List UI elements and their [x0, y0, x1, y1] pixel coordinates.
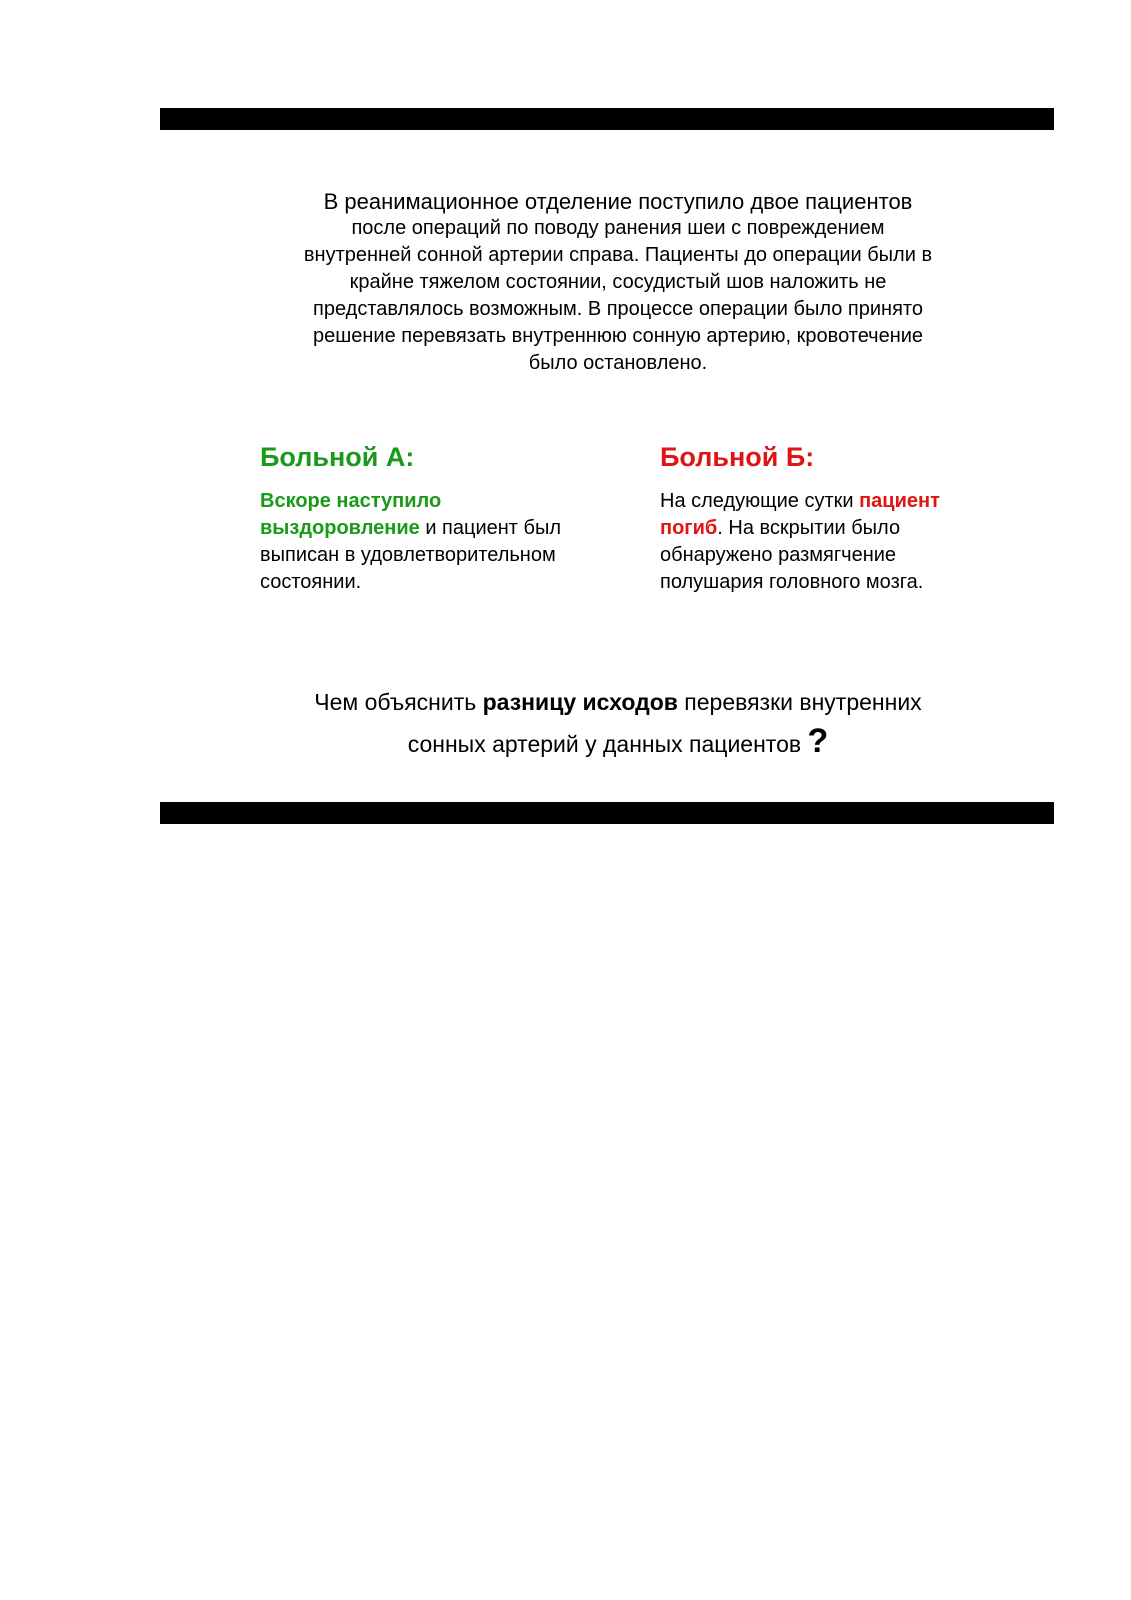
intro-line: было остановлено.: [528, 352, 708, 374]
patient-b-line: [660, 488, 1000, 515]
patient-b-section: [660, 440, 1000, 596]
question-line: [258, 683, 978, 722]
intro-line: крайне тяжелом состоянии, сосудистый шов наложить не: [349, 271, 887, 293]
question-end: перевязки внутренних: [677, 689, 922, 715]
intro-line: после операций по поводу ранения шеи с повреждением: [351, 217, 885, 239]
question-mark: ?: [807, 722, 829, 760]
patient-a-line: состоянии.: [260, 571, 362, 593]
intro-line: решение перевязать внутреннюю сонную артерию, кровотечение: [312, 325, 924, 347]
patient-a-title: Больной А:: [260, 442, 415, 472]
patient-b-plain: На следующие сутки: [660, 490, 860, 512]
patient-a-line: Вскоре наступило: [260, 490, 442, 512]
patient-a-line: выписан в удовлетворительном: [260, 544, 556, 566]
patient-b-text: [660, 488, 1000, 596]
question-line: [258, 722, 978, 764]
question-line2-text: сонных артерий у данных пациентов: [407, 731, 808, 757]
patient-b-line: обнаружено размягчение: [660, 544, 897, 566]
question-start: Чем объяснить: [314, 689, 483, 715]
patient-b-line: полушария головного мозга.: [660, 571, 924, 593]
patient-b-highlight: погиб: [660, 517, 718, 539]
patient-a-rest: и пациент был: [419, 517, 562, 539]
intro-line: представлялось возможным. В процессе операции было принято: [313, 298, 923, 320]
intro-line: внутренней сонной артерии справа. Пациенты до операции были в: [303, 244, 933, 266]
intro-paragraph: [258, 188, 978, 377]
intro-line: В реанимационное отделение поступило двое пациентов: [323, 189, 913, 214]
patient-a-text: [260, 488, 620, 596]
bottom-divider-bar: [160, 802, 1054, 824]
patient-a-highlight: выздоровление: [260, 517, 420, 539]
patient-b-line: [660, 515, 1000, 542]
question-text: [258, 683, 978, 764]
question-emphasis: разницу исходов: [482, 689, 678, 715]
patient-a-line: [260, 515, 620, 542]
patient-b-rest: . На вскрытии было: [717, 517, 901, 539]
patient-b-highlight: пациент: [859, 490, 940, 512]
patient-a-section: [260, 440, 620, 596]
patient-b-title: Больной Б:: [660, 442, 815, 472]
top-divider-bar: [160, 108, 1054, 130]
